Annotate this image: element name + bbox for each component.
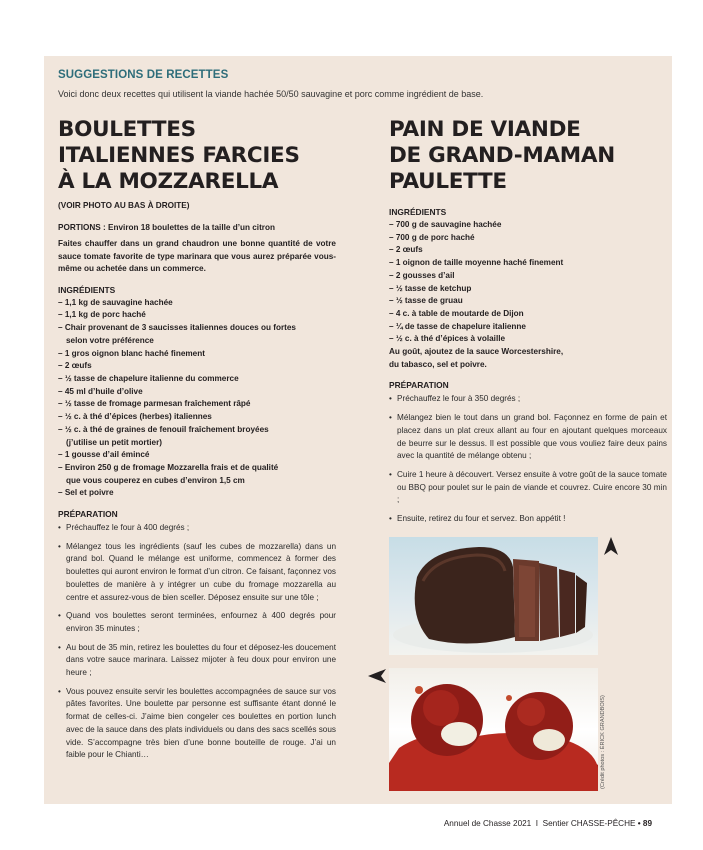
recipe-meatloaf <box>389 117 667 532</box>
list-item: • Vous pouvez ensuite servir les boulettes accompagnées de sauce sur vos pâtes favorites. Une boulette par personne est suffisante étant donné le format de celles-ci. J’aime bien congeler ces boulettes en portion lunch avec de la sauce dans des plats individuels ou dans des sacs scellés sous vide. S’accompagne très bien d’une bonne bouteille de rouge. J’ai un faible pour le Chianti… <box>58 686 336 760</box>
list-item: – ½ tasse de gruau <box>389 296 463 306</box>
title-line: PAULETTE <box>389 169 507 194</box>
ingredients-list <box>389 219 667 371</box>
list-item: • Préchauffez le four à 400 degrés ; <box>58 523 190 533</box>
list-item: – ½ tasse de ketchup <box>389 283 472 293</box>
footer-separator: I <box>535 819 539 828</box>
preparation-heading: PRÉPARATION <box>389 380 449 391</box>
list-item: – 1 gros oignon blanc haché finement <box>58 348 205 358</box>
list-item: • Ensuite, retirez du four et servez. Bon appétit ! <box>389 514 566 524</box>
meatloaf-photo <box>389 537 598 655</box>
footer-magazine: Sentier CHASSE-PÊCHE <box>542 819 636 828</box>
list-item: – Environ 250 g de fromage Mozzarella frais et de qualité <box>58 462 279 472</box>
photo-credit: (Crédit photos : ÉRICK GRANDBOIS) <box>600 695 606 789</box>
intro-text: Voici donc deux recettes qui utilisent la viande hachée 50/50 sauvagine et porc comme ingrédient de base. <box>58 89 484 99</box>
list-item: – 700 g de sauvagine hachée <box>389 220 502 229</box>
title-line: PAIN DE VIANDE <box>389 117 581 142</box>
title-line: BOULETTES <box>58 117 196 142</box>
title-line: ITALIENNES FARCIES <box>58 143 300 168</box>
list-item: – 2 œufs <box>58 361 92 371</box>
recipe-title-right <box>389 117 667 195</box>
list-item: du tabasco, sel et poivre. <box>389 359 487 369</box>
arrow-up-icon <box>604 537 618 560</box>
list-item: que vous couperez en cubes d’environ 1,5 cm <box>66 475 245 485</box>
meatballs-photo <box>389 668 598 791</box>
portions: PORTIONS : Environ 18 boulettes de la taille d’un citron <box>58 223 276 232</box>
sauce-paragraph: Faites chauffer dans un grand chaudron une bonne quantité de votre sauce tomate favorite de type marinara que vous aurez préparée vous-même ou achetée dans un commerce. <box>58 239 336 274</box>
list-item: – 4 c. à table de moutarde de Dijon <box>389 308 524 318</box>
list-item: – ½ tasse de chapelure italienne du commerce <box>58 374 239 383</box>
preparation-heading: PRÉPARATION <box>58 509 118 520</box>
list-item: – Sel et poivre <box>58 488 114 498</box>
list-item: • Quand vos boulettes seront terminées, enfournez à 400 degrés pour environ 35 minutes ; <box>58 611 336 633</box>
list-item: – Chair provenant de 3 saucisses italiennes douces ou fortes <box>58 323 296 333</box>
list-item: – ½ c. à thé de graines de fenouil fraîchement broyées <box>58 424 269 434</box>
list-item: • Mélangez bien le tout dans un grand bol. Façonnez en forme de pain et placez dans un plat creux allant au four en ajoutant quelques morceaux de beurre sur le dessus. Il est possible que vous vouliez faire deux pains avec la quantité de mélange obtenu ; <box>389 413 667 461</box>
list-item: – 1 gousse d’ail émincé <box>58 450 150 460</box>
photo-note: (VOIR PHOTO AU BAS À DROITE) <box>58 201 190 210</box>
list-item: – 2 gousses d’ail <box>389 270 455 280</box>
ingredients-heading: INGRÉDIENTS <box>389 207 447 217</box>
title-line: DE GRAND-MAMAN <box>389 143 615 168</box>
list-item: – ½ c. à thé d’épices (herbes) italiennes <box>58 412 212 422</box>
title-line: À LA MOZZARELLA <box>58 169 279 194</box>
list-item: – ½ tasse de fromage parmesan fraîchement râpé <box>58 399 251 409</box>
list-item: – 45 ml d’huile d’olive <box>58 386 143 396</box>
list-item: (j’utilise un petit mortier) <box>66 437 162 447</box>
list-item: Au goût, ajoutez de la sauce Worcestershire, <box>389 347 564 357</box>
list-item: – 2 œufs <box>389 245 423 255</box>
list-item: – 1,1 kg de porc haché <box>58 310 146 320</box>
list-item: – ¼ de tasse de chapelure italienne <box>389 321 526 331</box>
recipe-meatballs <box>58 117 336 768</box>
page-footer <box>444 819 652 828</box>
list-item: • Mélangez tous les ingrédients (sauf les cubes de mozzarella) dans un grand bol. Quand le mélange est uniforme, commencez à former des boulettes qui auront environ le format d’un citron. Ce faisant, façonnez vos boulettes de manière à y intégrer un cube du fromage mozzarella au centre et assurez-vous de bien sceller. Déposez ensuite sur une tôle ; <box>58 541 336 602</box>
list-item: – 1,1 kg de sauvagine hachée <box>58 297 173 307</box>
ingredients-list <box>58 297 336 500</box>
list-item: – 1 oignon de taille moyenne haché finement <box>389 258 564 268</box>
list-item: – ½ c. à thé d’épices à volaille <box>389 334 506 344</box>
list-item: – 700 g de porc haché <box>389 232 475 242</box>
page-number: • 89 <box>637 819 652 828</box>
ingredients-heading: INGRÉDIENTS <box>58 284 116 295</box>
list-item: • Cuire 1 heure à découvert. Versez ensuite à votre goût de la sauce tomate ou BBQ pour poulet sur le pain de viande et couvrez. Cuire encore 30 min ; <box>389 469 667 505</box>
arrow-left-icon <box>368 669 386 688</box>
list-item: selon votre préférence <box>66 335 154 345</box>
recipe-title-left <box>58 117 336 195</box>
preparation-steps <box>389 393 667 525</box>
section-title: SUGGESTIONS DE RECETTES <box>58 69 229 81</box>
preparation-steps <box>58 522 336 762</box>
list-item: • Préchauffez le four à 350 degrés ; <box>389 394 521 404</box>
list-item: • Au bout de 35 min, retirez les boulettes du four et déposez-les doucement dans votre sauce marinara. Laissez mijoter à feu doux pour environ une heure ; <box>58 642 336 678</box>
footer-publication: Annuel de Chasse 2021 <box>443 819 532 828</box>
